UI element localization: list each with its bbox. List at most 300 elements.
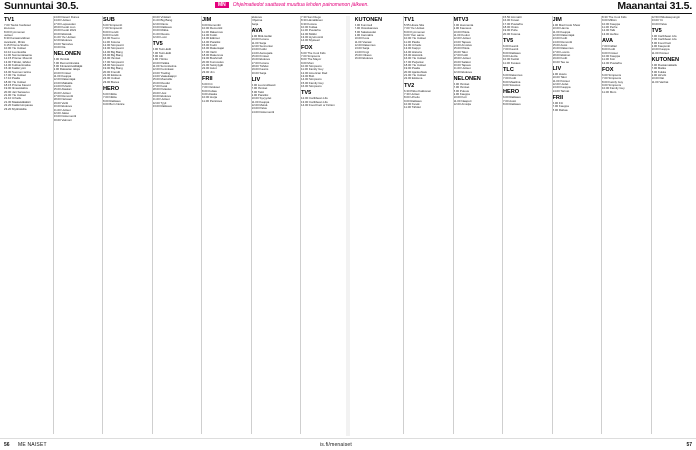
program-entry: 9.00 Rakastan taloja <box>53 68 80 72</box>
program-entry: 10.00 Hannu <box>552 27 570 31</box>
channel-name: TV2 <box>404 82 415 89</box>
program-entry: 17.00 Kokit <box>453 54 468 57</box>
channel-block <box>503 38 551 65</box>
program-entry: 19.00 Kaunis <box>251 68 269 72</box>
column-rule <box>152 16 153 434</box>
program-entry: 7.00 Tiedot huoltoset <box>4 23 31 27</box>
listing-column <box>454 16 502 438</box>
channel-block <box>602 16 650 36</box>
program-entry: 9.00 Frendit <box>103 33 119 37</box>
program-entry: 7.00 Fiidlari <box>602 44 617 48</box>
program-entry: 21.00 Selviytyjät <box>202 64 224 68</box>
program-entry: 21.00 Big Bang <box>152 19 173 23</box>
program-entry: 6.00 Kauniit <box>503 44 519 48</box>
program-entry: 13.00 Eläimet <box>202 37 220 41</box>
column-rule <box>552 16 553 434</box>
program-entry: 10.00 Remonttii <box>202 27 223 31</box>
program-entry: 19.00 Vartti <box>53 101 69 105</box>
program-entry: 7.00 Ihmiset <box>453 86 470 90</box>
channel-name: TV1 <box>404 17 415 23</box>
program-entry: 18.15 Prisma Kasvot <box>4 84 31 88</box>
program-entry: 8.30 Kansainvälinen <box>4 37 31 41</box>
program-entry: 9.00 Kaupunki <box>651 44 670 48</box>
program-entry: 10.00 Yle Uutiset <box>404 37 426 41</box>
program-entry: 13.00 Hyvinvointi <box>301 36 324 40</box>
channel-block <box>355 17 403 61</box>
program-entry: 8.30 Hämäläinen <box>301 19 323 23</box>
channel-block <box>202 76 250 103</box>
program-entry: 8.00 Äiti <box>152 55 163 58</box>
program-entry: 10.00 Ihmiset <box>53 71 71 75</box>
program-entry: 13.00 Sarja <box>354 47 370 51</box>
program-entry: 8.00 Family Guy <box>602 80 624 84</box>
program-entry: 14.00 Kulttuurimatka <box>4 64 31 68</box>
listing-column <box>252 16 300 438</box>
program-entry: 6.30 Pikku Kakkonen <box>404 89 432 93</box>
program-entry: 18.00 Eläimet <box>552 54 571 57</box>
channel-name: HERO <box>103 86 120 93</box>
program-entry: 12.00 American Dad <box>301 71 328 75</box>
program-entry: 00.00 Riikka <box>152 29 169 33</box>
program-entry: 20.00 Vinkkari <box>152 16 171 19</box>
program-entry: 21.00 Uutiset <box>152 98 170 102</box>
left-page-number: 56 <box>4 442 10 448</box>
program-entry: 10.00 Kevät <box>404 103 420 107</box>
channel-block <box>553 95 601 112</box>
program-entry: 14.00 Dokumentti <box>251 110 275 114</box>
channel-block <box>301 16 349 43</box>
channel-block <box>454 17 502 74</box>
column-rule <box>601 16 602 434</box>
program-entry: 14.00 Desert Dunes <box>53 16 80 19</box>
program-entry: 13.00 Bob <box>301 75 315 79</box>
column-rule <box>53 16 54 434</box>
channel-block <box>503 67 551 87</box>
channel-name: NELONEN <box>453 76 481 83</box>
program-entry: 16.00 Elokuva <box>354 57 373 61</box>
program-entry: 18.00 Nelosen <box>53 98 73 102</box>
program-entry: 11.00 Kauppa <box>251 100 270 104</box>
program-entry: 10.00 Teemu <box>103 37 120 41</box>
program-entry: 6.00 The Cool Kids <box>301 51 326 55</box>
program-entry: 23.00 Yö <box>651 19 664 23</box>
program-entry: 13.00 Caribbean Life <box>301 100 328 104</box>
program-entry: 12.15 Prisma: Muumit <box>4 57 33 61</box>
program-entry: 02.00 Lumi <box>152 36 167 40</box>
program-entry: 7.00 Nikita <box>103 96 117 100</box>
program-entry: 20.00 Jari Sarasvuo <box>4 90 30 94</box>
program-entry: 13.00 Matkalla <box>53 81 73 85</box>
program-entry: 15.00 Big Bang <box>103 54 123 57</box>
channel-block <box>153 41 201 108</box>
program-entry: 6.00 Ihmiset <box>453 82 470 86</box>
program-entry: 00.00 Vaimoni <box>53 118 72 122</box>
channel-name: LIV <box>251 77 261 84</box>
program-entry: 24.00 Uutiset <box>53 19 71 23</box>
program-entry: 6.00 Kummeli <box>354 23 373 27</box>
program-entry: 9.15 Prisma Studio <box>4 43 29 47</box>
left-magazine-name: ME NAISET <box>18 442 47 448</box>
program-entry: 11.00 Rakennus <box>202 30 223 34</box>
channel-block <box>153 16 201 39</box>
channel-name: LIV <box>552 66 562 73</box>
program-entry: 18.00 Ostos <box>503 26 519 30</box>
program-entry: 10.00 Yle Uutiset <box>4 47 26 51</box>
program-entry: 17.00 Kesä <box>152 85 168 89</box>
column-rule <box>651 16 652 434</box>
program-entry: 9.00 Milloin <box>602 19 617 23</box>
program-entry: 11.00 Vieraat <box>354 40 372 44</box>
program-entry: 11.00 Vanhat <box>651 80 669 84</box>
program-entry: 9.00 Hirviöt <box>651 73 667 77</box>
listing-column <box>301 16 349 438</box>
program-entry: 14.00 Historia <box>404 50 422 54</box>
program-entry: 10.00 Kultaa <box>301 26 318 30</box>
program-entry: 21.00 Yle Uutiset <box>53 36 76 40</box>
program-entry: 20.00 Kunnostus <box>202 60 224 64</box>
program-entry: 7.00 Remonttireiska <box>53 61 80 65</box>
channel-name: FOX <box>301 44 313 51</box>
channel-block <box>54 16 102 49</box>
program-entry: 8.00 Kymmenen <box>404 30 426 34</box>
program-entry: Elokuva <box>251 16 262 19</box>
program-entry: 11.00 Pasila <box>404 40 420 44</box>
channel-name: TV5 <box>301 90 312 97</box>
page-footer <box>0 438 696 450</box>
channel-block <box>503 89 551 106</box>
right-page-number: 57 <box>686 442 692 448</box>
program-entry: 14.00 Food Fact or Fiction <box>301 104 335 108</box>
program-entry: 13.00 Kodit <box>552 37 568 41</box>
program-entry: 16.00 Suomen tarina <box>4 70 31 74</box>
program-entry: 11.00 Sarja <box>251 41 267 45</box>
program-entry: 11.00 Sommitelma <box>152 65 177 69</box>
program-entry: 10.10 Luontosilta <box>4 50 27 54</box>
program-entry: Ohjelma <box>251 19 263 23</box>
program-entry: 15.00 Hämärä <box>404 54 423 57</box>
program-entry: 17.00 Perjantai <box>404 60 424 64</box>
program-entry: 8.00 Rakkaus <box>503 51 521 55</box>
program-entry: 7.00 Simpsons <box>602 77 622 81</box>
program-entry: 11.00 Perhe <box>602 26 618 30</box>
program-entry: 23.00 Rakkaus <box>152 26 172 30</box>
program-entry: 12.00 Puutarha <box>602 61 622 65</box>
program-entry: 6.00 Rakennus <box>503 73 523 77</box>
program-entry: 22.00 Elokuva <box>53 39 72 43</box>
program-entry: 5.55 Hissie Sila <box>404 23 424 27</box>
channel-name: MTV3 <box>453 17 469 23</box>
listing-column <box>103 16 151 438</box>
program-entry: 7.00 Caribbean Life <box>651 38 677 42</box>
program-entry: 11.00 Ihmiset <box>552 79 570 83</box>
program-entry: 12.00 Simpsonit <box>103 43 124 47</box>
program-entry: 13.00 Tähdet, tähdet <box>4 60 31 64</box>
program-entry: 16.00 Rakentajat <box>202 47 224 51</box>
listing-column <box>355 16 403 438</box>
program-entry: 15.00 Alaskan <box>53 88 72 92</box>
program-entry: 7.00 Kauppa <box>552 105 569 109</box>
program-entry: 7.00 Autot <box>503 99 517 103</box>
program-entry: 18.00 Pelastus <box>152 88 172 92</box>
listing-column <box>4 16 52 438</box>
listing-column <box>54 16 102 438</box>
program-entry: 10.00 Syvyydet <box>251 97 272 101</box>
program-entry: 12.00 Talk <box>602 29 616 33</box>
program-entry: 22.00 Uutiset <box>103 77 121 81</box>
program-entry: 21.00 Yle Uutiset <box>4 94 26 98</box>
program-entry: 20.00 Elokuva <box>152 95 171 99</box>
program-entry: 6.00 Teini-äidit <box>152 48 172 52</box>
program-entry: 21.00 Uutiset <box>53 108 71 112</box>
program-entry: 22.50 Pikkukaupungin <box>651 16 680 19</box>
program-entry: 15.00 Family Guy <box>301 81 324 85</box>
program-entry: 21.30 Maalaislääkäri <box>4 100 31 104</box>
program-entry: 7.00 Teini-äidit <box>152 51 172 55</box>
program-entry: 16.00 Yle Uutiset <box>404 57 426 61</box>
program-entry: 6.00 Caribbean Life <box>651 34 677 38</box>
channel-name: NELONEN <box>53 51 81 58</box>
program-entry: 17.00 Luonto <box>552 50 570 54</box>
program-entry: 16.00 Ruudut <box>152 81 170 85</box>
channel-name: TLC <box>503 67 514 74</box>
program-entry: 13.00 Tapaus <box>453 40 471 44</box>
channel-block <box>652 57 696 84</box>
program-entry: 01.00 Illuusio <box>152 32 170 36</box>
program-entry: 17.00 Lapsuuden <box>53 22 76 26</box>
program-entry: 15.00 Muotoiltu <box>152 78 173 82</box>
program-entry: 14.00 Aamupala <box>251 51 273 55</box>
program-entry: 8.00 Maailma <box>503 80 521 84</box>
program-entry: 8.00 Talot <box>251 90 264 94</box>
program-entry: 9.00 Huvila <box>503 55 518 58</box>
program-entry: 18.00 Yle Uutiset <box>404 64 426 68</box>
program-entry: 18.00 Tähdet <box>251 65 269 69</box>
program-entry: 8.00 Salaisuudet <box>354 30 377 34</box>
program-entry: 10.00 Hurja <box>202 96 217 100</box>
program-entry: 8.30 The Cool Kids <box>602 16 627 19</box>
channel-block <box>301 45 349 89</box>
program-entry: 9.00 Mitä tiedän <box>251 34 273 38</box>
program-entry: 8.00 Rakkaus <box>503 102 521 106</box>
program-entry: 11.00 Perämies <box>202 99 223 103</box>
program-entry: 11.00 Kotona <box>103 40 120 44</box>
channel-block <box>103 86 151 106</box>
program-entry: 18.00 Rakennus <box>202 54 224 57</box>
program-entry: 14.00 Tarinat <box>552 89 570 93</box>
program-entry: 17.00 Kotona <box>251 61 269 65</box>
channel-block <box>202 17 250 74</box>
program-entry: 8.00 Kiinteistövälittäjät <box>53 65 83 69</box>
program-entry: 20.00 Kotona <box>503 32 521 36</box>
program-entry: 21.10 Urheilu <box>4 97 22 101</box>
page-gutter <box>346 16 350 436</box>
program-entry: 7.00 Simpsonit <box>103 27 123 31</box>
program-entry: 23.00 Tanssiva <box>53 42 73 46</box>
program-entry: 8.00 Kodit <box>602 48 616 52</box>
program-entry: 18.00 Simpsonit <box>103 64 124 68</box>
listing-column <box>553 16 601 438</box>
listing-column <box>153 16 201 438</box>
column-rule <box>502 16 503 434</box>
program-entry: 12.00 Kuninkaat <box>152 68 174 72</box>
program-entry: 16.00 Uutiset <box>53 91 71 95</box>
program-entry: 9.00 Cannabis <box>354 33 374 37</box>
program-entry: 10.00 Kauppa <box>602 22 621 26</box>
program-entry: 20.00 Ajankohtais <box>404 70 427 74</box>
program-entry: 7.00 Matka <box>651 67 666 71</box>
program-entry: 7.00 Kauniit <box>503 48 519 52</box>
program-entry: 20.00 Sarja <box>251 71 267 75</box>
program-entry: 11.00 Koulut <box>453 33 470 37</box>
channel-block <box>553 17 601 64</box>
channel-name: KUTONEN <box>651 57 680 63</box>
program-entry: 6.00 Frii <box>552 101 563 105</box>
program-entry: 20.00 Tee se <box>552 60 569 64</box>
program-entry: 10.00 Keittiö <box>503 58 520 62</box>
program-entry: 15.00 Autot <box>552 43 568 47</box>
program-entry: Avantarin, Miniä <box>4 40 25 44</box>
program-entry: 17.00 Simpsonit <box>103 60 124 64</box>
program-entry: 12.00 Urheilu <box>404 43 422 47</box>
program-entry: 10.00 Family Guy <box>602 87 625 91</box>
channel-block <box>252 77 300 114</box>
program-entry: 8.00 Kukka <box>651 70 666 74</box>
channel-block <box>301 90 349 107</box>
program-entry: 9.00 Kauppa <box>453 93 470 96</box>
program-entry: 12.00 Rakentajat <box>552 33 575 37</box>
channel-block <box>454 76 502 106</box>
program-entry: 12.00 Kotiin <box>202 33 218 37</box>
program-entry: 12.00 Sunnuntai <box>251 44 273 48</box>
channel-name: SUB <box>103 17 115 23</box>
listing-column <box>652 16 696 438</box>
program-entry: 6.00 Simpsonit <box>103 23 123 27</box>
program-entry: 9.00 Burn Notice <box>103 103 125 107</box>
channel-block <box>252 28 300 75</box>
program-entry: 11.00 Kauppa <box>53 75 72 79</box>
program-entry: 13.00 Kokki <box>251 48 267 52</box>
program-entry: 17.00 Puutarha <box>503 22 523 26</box>
program-entry: 8.00 Food Fact <box>651 41 671 45</box>
column-rule <box>251 16 252 434</box>
program-entry: 10.00 Illat <box>651 77 665 81</box>
program-entry: 20.00 Elokuva <box>53 105 72 109</box>
program-entry: 14.00 Mysteeri <box>301 39 320 43</box>
program-entry: 9.30 Kotona <box>301 22 317 26</box>
program-entry: 13.00 Kauppa <box>552 86 571 90</box>
program-entry: 6.00 Simpsons <box>602 73 622 77</box>
program-entry: 9.00 Simpsons <box>602 83 622 87</box>
program-entry: 9.00 Mom <box>301 61 314 65</box>
program-entry: 15.40 Kaikki yöni <box>4 67 26 71</box>
program-entry: 8.00 Frendit <box>103 30 119 34</box>
channel-block <box>553 66 601 93</box>
channel-name: TV5 <box>152 41 163 48</box>
program-entry: 11.00 Ihmiset <box>651 51 669 55</box>
channel-block <box>103 17 151 84</box>
program-entry: 9.00 Alaska <box>202 93 217 96</box>
program-entry: 12.00 Uutiset <box>453 37 471 41</box>
program-entry: 14.00 Big Bang <box>103 50 123 54</box>
program-entry: 14.00 Remontti <box>552 40 573 44</box>
channel-name: TV1 <box>4 17 15 23</box>
program-entry: 9.00 Huuto <box>552 72 567 76</box>
program-entry: 8.00 Rakkaus <box>103 99 121 103</box>
program-entry: 23.00 Jim <box>202 70 215 74</box>
program-entry: 12.00 Caribbean Life <box>301 97 328 101</box>
program-entry: 8.00 Rahaa <box>552 108 568 112</box>
program-entry: 12.00 Mökki <box>301 32 317 36</box>
program-entry: 23.00 Bones <box>103 80 120 84</box>
channel-name: AVA <box>602 38 613 45</box>
header-center <box>215 2 369 8</box>
program-entry: 10.00 Kova <box>354 37 370 41</box>
program-entry: 17.00 Remontti <box>53 95 74 99</box>
program-entry: 22.00 Tyyli <box>152 101 167 105</box>
program-entry: 6.00 Frii <box>202 82 213 86</box>
program-entry: 10.00 Kotona <box>251 38 269 42</box>
program-entry: 19.00 Puhe <box>503 29 518 33</box>
program-entry: 21.00 Elokuva <box>103 74 122 78</box>
listing-column <box>202 16 250 438</box>
channel-name: AVA <box>251 28 263 35</box>
program-entry: 17.00 Yle Uutiset <box>4 74 26 78</box>
program-entry: 22.00 Autot <box>202 67 217 71</box>
program-entry: 20.00 Elämää <box>53 32 72 36</box>
program-entry: 9.00 Rakkaus <box>404 99 422 103</box>
program-entry: 15.00 Piilota <box>453 47 470 51</box>
program-entry: 6.00 Luonnollisesti <box>251 83 276 87</box>
program-entry: 13.00 Trading <box>152 71 171 75</box>
program-entry: 14.00 Paratiisi <box>202 40 221 44</box>
program-entry: 12.00 Rakentajat <box>53 78 76 82</box>
program-entry: 11.00 Puutarha <box>301 29 321 33</box>
channel-name: FOX <box>602 67 614 74</box>
brand-logo: MN <box>215 2 229 8</box>
program-entry: 12.00 Uudet <box>552 82 569 86</box>
program-entry: 7.30 San Diego <box>301 16 321 19</box>
listing-column <box>404 16 452 438</box>
column-rule <box>300 16 301 434</box>
program-entry: 22.00 Jakso <box>53 111 70 115</box>
program-entry: 19.00 Kodit <box>552 57 568 61</box>
program-entry: 16.00 Ihmiset <box>103 57 121 61</box>
right-page-date: Maanantai 31.5. <box>617 0 692 12</box>
column-rule <box>201 16 202 434</box>
program-entry: 15.00 Oikeus <box>354 54 372 57</box>
program-entry: 00.00 Ilta <box>53 46 66 50</box>
program-entry: 20.00 Frendit <box>103 70 121 74</box>
program-entry: 22.00 Ramu <box>152 22 169 26</box>
listing-column <box>602 16 650 438</box>
program-entry: 9.00 Paratiisi <box>251 94 269 97</box>
channel-block <box>602 38 650 65</box>
channel-block <box>652 16 696 26</box>
channel-block <box>252 16 300 26</box>
program-entry: 21.00 Yle Uutiset <box>404 74 426 78</box>
program-entry: 6.00 Ihmisiä <box>53 58 70 62</box>
program-entry: 8.00 Putous <box>453 89 469 93</box>
program-entry: 15.00 Kodit <box>202 43 217 47</box>
program-entry: 10.00 Piilota <box>453 30 470 34</box>
channel-block <box>503 16 551 36</box>
program-entry: 13.00 Simpsonit <box>103 47 124 51</box>
program-entry: 8.00 Urheilu <box>404 96 420 100</box>
program-entry: kis-kova <box>4 27 15 31</box>
program-entry: 21.00 Uutiset <box>453 67 471 71</box>
program-entry: 11.00 Kauppa <box>552 30 571 34</box>
program-entry: 16.00 Talot <box>453 50 468 54</box>
